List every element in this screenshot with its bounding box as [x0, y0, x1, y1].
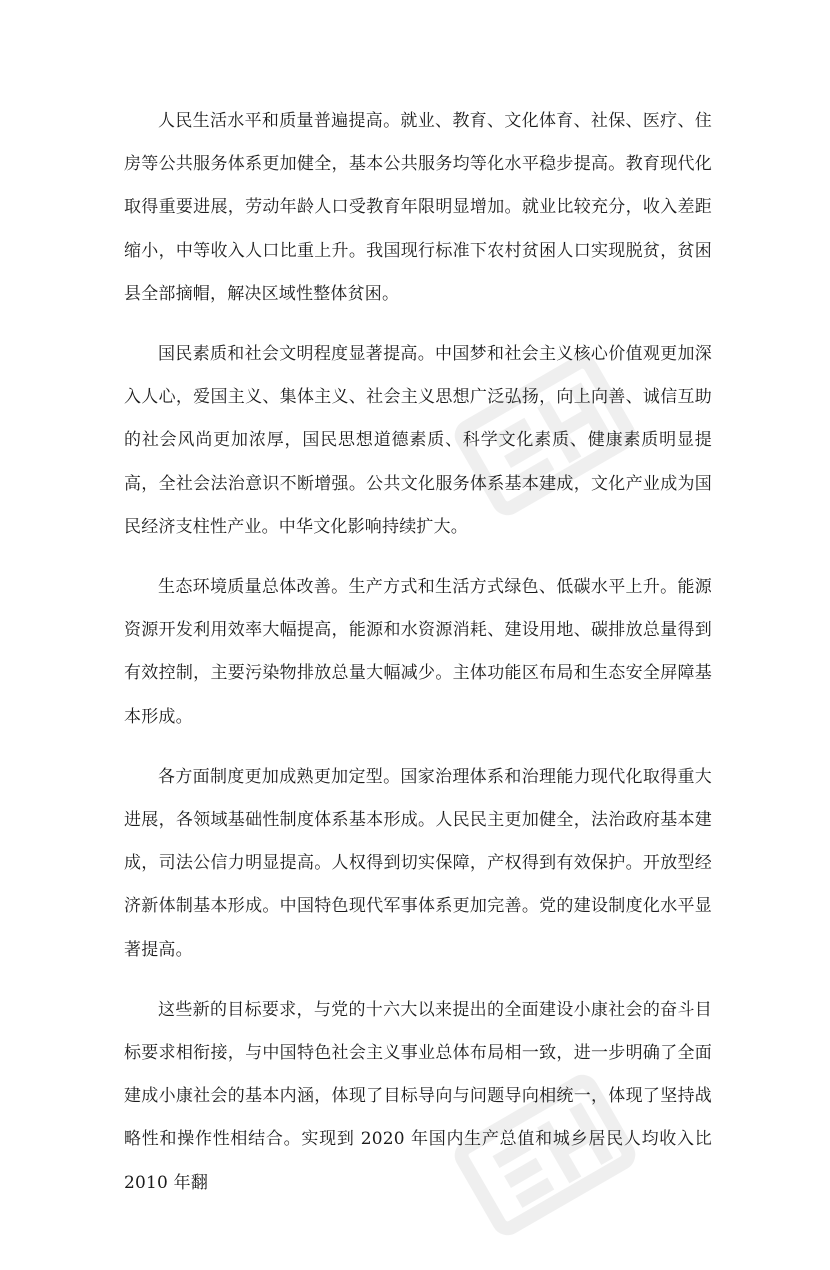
document-body [124, 100, 712, 1222]
paragraph-goals: 这些新的目标要求，与党的十六大以来提出的全面建设小康社会的奋斗目标要求相衔接，与中国特色社会主义事业总体布局相一致，进一步明确了全面建成小康社会的基本内涵，体现了目标导向与问题导向相统一，体现了坚持战略性和操作性相结合。实现到 2020 年国内生产总值和城乡居民人均收入比 2010 年翻 [124, 999, 712, 1193]
paragraph-institutions: 各方面制度更加成熟更加定型。国家治理体系和治理能力现代化取得重大进展，各领域基础性制度体系基本形成。人民民主更加健全，法治政府基本建成，司法公信力明显提高。人权得到切实保障，产权得到有效保护。开放型经济新体制基本形成。中国特色现代军事体系更加完善。党的建设制度化水平显著提高。 [124, 766, 712, 960]
paragraph-civilization: 国民素质和社会文明程度显著提高。中国梦和社会主义核心价值观更加深入人心，爱国主义、集体主义、社会主义思想广泛弘扬，向上向善、诚信互助的社会风尚更加浓厚，国民思想道德素质、科学文化素质、健康素质明显提高，全社会法治意识不断增强。公共文化服务体系基本建成，文化产业成为国民经济支柱性产业。中华文化影响持续扩大。 [124, 344, 712, 537]
paragraph-ecology: 生态环境质量总体改善。生产方式和生活方式绿色、低碳水平上升。能源资源开发利用效率大幅提高，能源和水资源消耗、建设用地、碳排放总量得到有效控制，主要污染物排放总量大幅减少。主体功能区布局和生态安全屏障基本形成。 [124, 577, 712, 727]
paragraph-living-standards: 人民生活水平和质量普遍提高。就业、教育、文化体育、社保、医疗、住房等公共服务体系更加健全，基本公共服务均等化水平稳步提高。教育现代化取得重要进展，劳动年龄人口受教育年限明显增加。就业比较充分，收入差距缩小，中等收入人口比重上升。我国现行标准下农村贫困人口实现脱贫，贫困县全部摘帽，解决区域性整体贫困。 [124, 111, 712, 304]
